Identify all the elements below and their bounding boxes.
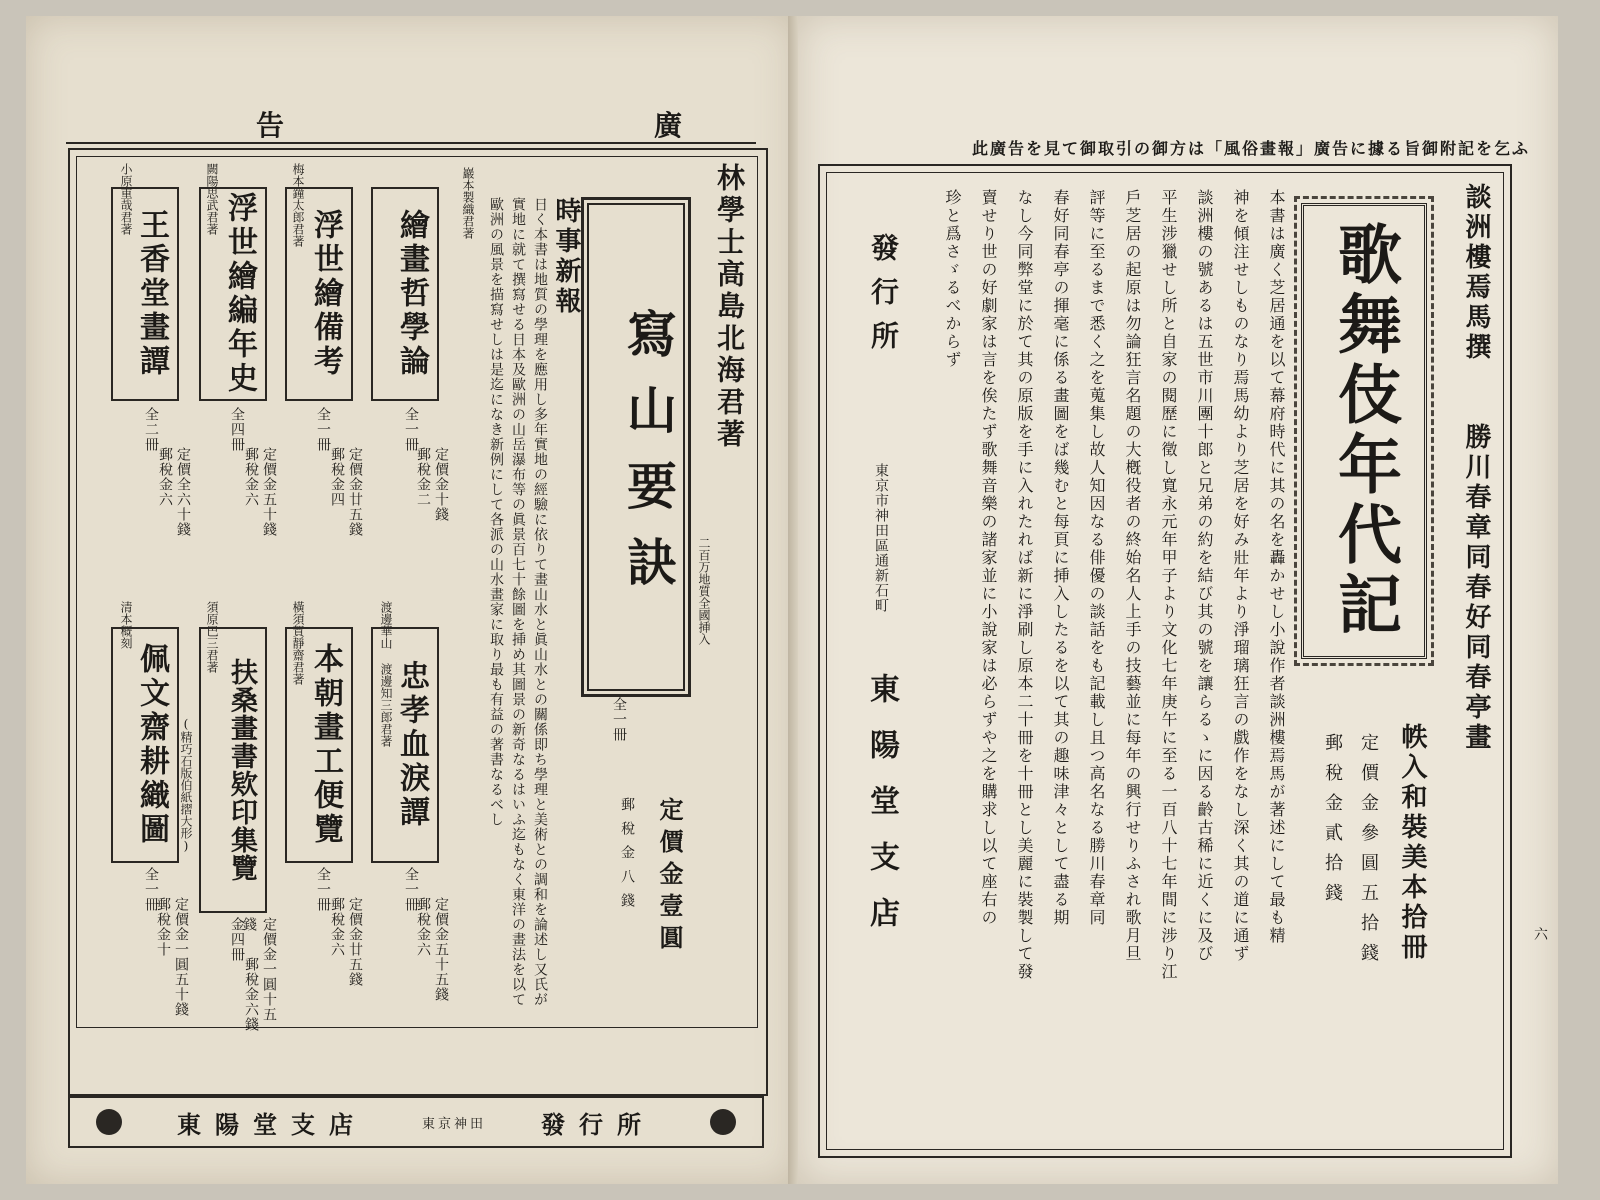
book-title: 扶桑畫書欵印集覽 — [226, 658, 257, 882]
book-title-box — [285, 187, 353, 401]
body-line: 戶芝居の起原は勿論狂言名題の大槪役者の終始名人上手の技藝並に每年の興行せりふされ歌月旦 — [1123, 189, 1142, 963]
book-vol: 金四冊 — [229, 917, 245, 962]
book-postage: 郵稅金六 — [415, 897, 431, 957]
header-char-right: 廣 — [653, 109, 686, 142]
book-price: 定價全六十錢 — [175, 447, 191, 537]
footer-address: 東京神田 — [421, 1116, 486, 1132]
publisher-address: 東京市神田區通新石町 — [873, 463, 889, 613]
body-line: 談洲樓の號あるは五世市川團十郎と兄弟の約を結び其の號を讓らるゝに因る齡古稀に近くに及び — [1195, 189, 1214, 963]
publisher-name: 東陽堂支店 — [864, 673, 899, 953]
book-vol: 全一冊 — [143, 867, 159, 912]
main-title: 歌舞伎年代記 — [1327, 221, 1402, 641]
body-line: 神を傾注せしものなり焉馬幼より芝居を好み壯年より淨瑠璃狂言の戲作をなし深く其の道に通ず — [1231, 189, 1250, 963]
book-author: 闕陽思武君著 — [205, 163, 219, 235]
publisher-label: 發行所 — [867, 233, 900, 365]
book-vol: 全一冊 — [315, 407, 331, 452]
book-title: 王香堂畫譚 — [134, 209, 169, 379]
book-title-box — [199, 627, 267, 913]
book-postage: 郵稅金六錢 — [243, 957, 259, 1032]
book-author: 須原巴三君著 — [205, 601, 219, 673]
ad1-description: 日く本書は地質の學理を應用し多年實地の經驗に依りて畫山水と眞山水との關係即ち學理と美術との調和を論述し又氏が實地に就て撰寫せる日本及歐洲の山岳瀑布等の眞景百七十餘圖を挿め其圖景の新奇なるはいふ迄もなく東洋の畫法を以て歐洲の風景を描寫せしは是迄になき新例にして各派の山水畫家に取り最も有益の著書なるべし — [488, 197, 548, 1007]
right-page — [798, 16, 1558, 1184]
seal-icon — [710, 1109, 736, 1135]
ad-header — [66, 102, 756, 144]
book-title-box — [111, 627, 179, 863]
format-line: 帙入和裝美本拾冊 — [1397, 723, 1427, 963]
book-title-box — [371, 187, 439, 401]
book-vol: 全一冊 — [403, 407, 419, 452]
body-line: 賣せり世の好劇家は言を俟たず歌舞音樂の諸家並に小說家は必らずや之を購求し以て座右の — [979, 189, 998, 927]
book-postage: 郵稅金六 — [157, 447, 173, 507]
body-line: 本書は廣く芝居通を以て幕府時代に其の名を轟かせし小說作者談洲樓焉馬が著述にして最も精 — [1267, 189, 1286, 945]
right-ad-frame — [818, 164, 1512, 1158]
book-postage: 郵稅金十 — [155, 897, 171, 957]
book-postage: 郵稅金六 — [243, 447, 259, 507]
book-postage: 郵稅金四 — [329, 447, 345, 507]
header-char-left: 告 — [256, 109, 289, 142]
body-line: 春好同春亭の揮毫に係る畫圖をば幾むと每頁に挿入したるを以て其の趣味津々として盡る期 — [1051, 189, 1070, 927]
ad1-vol: 全一冊 — [611, 697, 627, 742]
book-title-box — [111, 187, 179, 401]
book-author: 小原重哉君著 — [119, 163, 133, 235]
price-line: 定價金參圓五拾錢 — [1358, 733, 1379, 973]
ad1-subtitle: 時事新報 — [551, 197, 581, 317]
book-title: 浮世繪編年史 — [222, 192, 257, 396]
left-page — [26, 16, 796, 1184]
book-price: 定價金廿五錢 — [347, 897, 363, 987]
body-line: なし今同弊堂に於て其の原版を手に入れたれば新に淨刷し原本二十冊を十冊とし美麗に裝製して發 — [1015, 189, 1034, 981]
book-title: 本朝畫工便覽 — [308, 643, 343, 847]
book-title-box — [285, 627, 353, 863]
book-title-box — [371, 627, 439, 863]
book-vol: 全一冊 — [315, 867, 331, 912]
book-title: 浮世繪備考 — [308, 209, 343, 379]
body-line: 評等に至るまで悉く之を蒐集し故人知因なる俳優の談話をも記載し且つ高名なる勝川春章同 — [1087, 189, 1106, 927]
book-title-box — [199, 187, 267, 401]
book-vol: 全一冊 — [403, 867, 419, 912]
ad1-price: 定價金壹圓 — [655, 797, 684, 957]
footer-label: 發行所 — [540, 1109, 655, 1139]
ad1-postage: 郵稅金八錢 — [619, 797, 635, 917]
ad1-author: 林學士高島北海君著 — [713, 163, 746, 451]
postage-line: 郵稅金貳拾錢 — [1322, 733, 1343, 913]
ad1-title: 寫山要訣 — [619, 308, 678, 612]
ad1-publisher-note: 巖本製織君著 — [461, 167, 475, 239]
book-title: 佩文齋耕織圖 — [134, 643, 169, 847]
book-author: 渡邊華山 渡邊知三郎君著 — [379, 601, 393, 747]
body-line: 平生涉獵せし所と自家の閱歷に徵し寬永元年甲子より文化七年庚午に至る一百八十七年間に涉り江 — [1159, 189, 1178, 981]
book-author: 清本穊刻 — [119, 601, 133, 649]
left-ad-frame — [68, 148, 768, 1096]
book-title: 忠孝血淚譚 — [394, 660, 429, 830]
book-vol: 全二冊 — [143, 407, 159, 452]
left-footer — [68, 1096, 764, 1148]
book-extra: (精巧石版伯紙摺大形) — [179, 717, 193, 853]
book-postage: 郵稅金二 — [415, 447, 431, 507]
ad1-title-box — [581, 197, 691, 697]
author-line: 談洲樓焉馬撰 — [1461, 183, 1491, 363]
book-postage: 郵稅金六 — [329, 897, 345, 957]
footer-publisher-name: 東陽堂支店 — [176, 1109, 367, 1139]
book-spread — [18, 16, 1578, 1184]
book-price: 定價金一圓十五錢 — [241, 917, 277, 1022]
book-title: 繪畫哲學論 — [394, 209, 429, 379]
book-author: 梅本鐘太郎君著 — [291, 163, 305, 247]
book-price: 定價金廿五錢 — [347, 447, 363, 537]
seal-icon — [96, 1109, 122, 1135]
ad1-note: 二百万地質全國挿入 — [697, 537, 711, 645]
book-price: 定價金十錢 — [433, 447, 449, 522]
page-number: 六 — [1534, 927, 1548, 943]
book-vol: 全四冊 — [229, 407, 245, 452]
title-box — [1301, 203, 1427, 659]
book-price: 定價金五十五錢 — [433, 897, 449, 1002]
left-ad-inner — [76, 156, 758, 1032]
artist-line: 勝川春章同春好同春亭畫 — [1461, 423, 1491, 753]
body-line: 珍と爲さゞるべからず — [943, 189, 962, 369]
right-ad-inner — [826, 172, 1504, 1150]
top-note: 此廣告を見て御取引の御方は「風俗畫報」廣告に據る旨御附記を乞ふ — [971, 139, 1530, 158]
book-price: 定價金一圓五十錢 — [173, 897, 189, 1017]
book-price: 定價金五十錢 — [261, 447, 277, 537]
book-author: 橫須賀靜齋君著 — [291, 601, 305, 685]
